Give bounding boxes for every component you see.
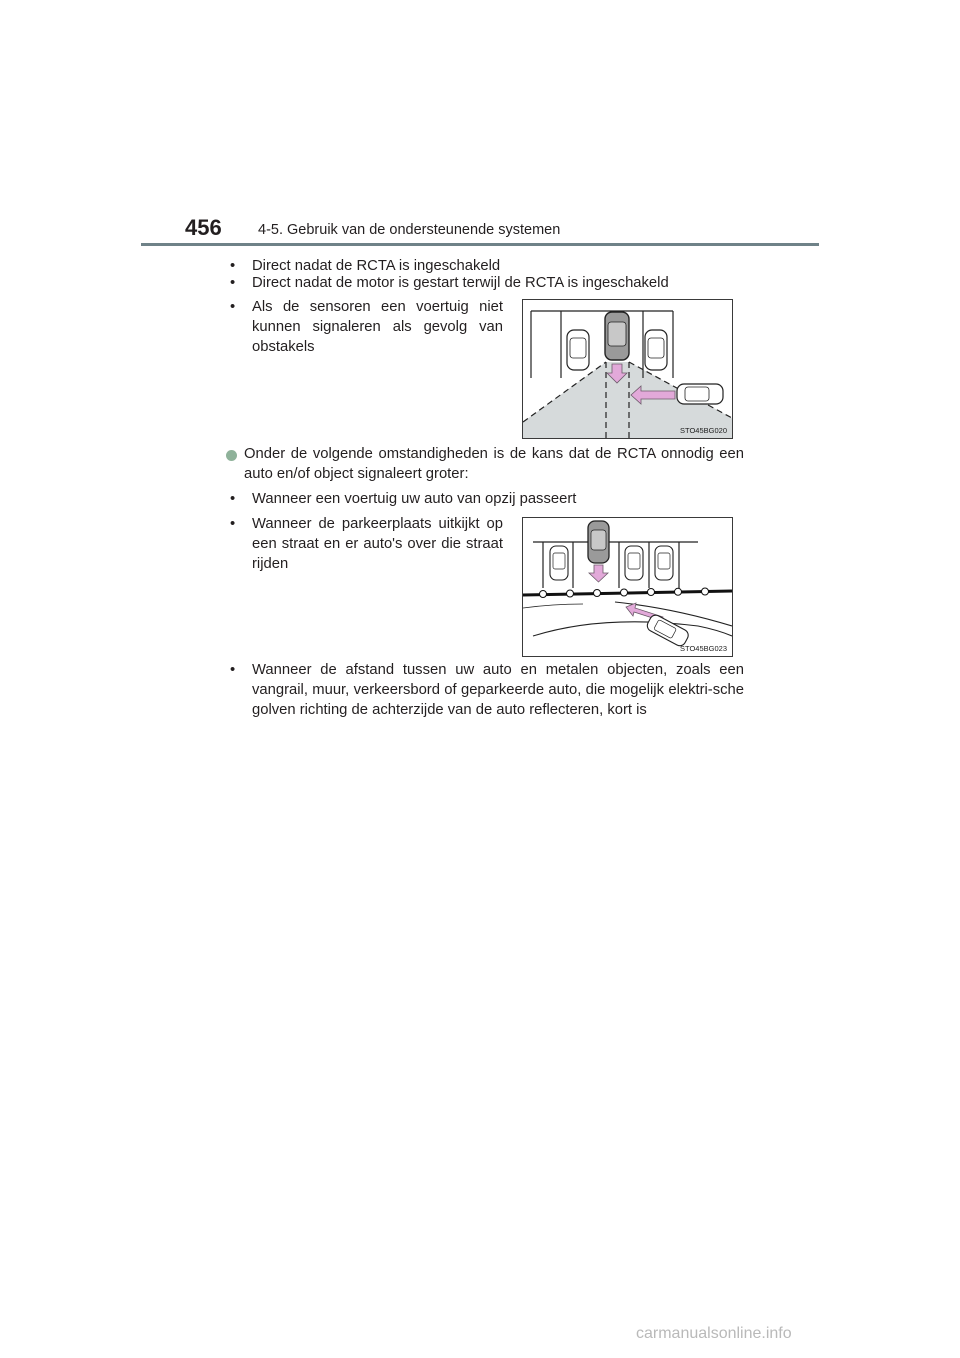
bullet-item bbox=[230, 514, 503, 574]
bullet-text: Direct nadat de motor is gestart terwijl de RCTA is ingeschakeld bbox=[252, 275, 669, 291]
figure-parking-street bbox=[522, 517, 733, 657]
bullet-item bbox=[230, 273, 750, 293]
section-title: 4-5. Gebruik van de ondersteunende systemen bbox=[258, 222, 561, 238]
figure-code: STO45BG023 bbox=[680, 644, 727, 653]
bullet-text: Direct nadat de RCTA is ingeschakeld bbox=[252, 258, 501, 274]
bullet-text: Wanneer een voertuig uw auto van opzij passeert bbox=[252, 491, 577, 507]
figure-code: STO45BG020 bbox=[680, 426, 727, 435]
bullet-item bbox=[230, 489, 750, 509]
bullet-symbol: • bbox=[230, 491, 236, 507]
bullet-symbol: • bbox=[230, 275, 236, 291]
figure-sensor-obstacles bbox=[522, 299, 733, 439]
bullet-symbol: • bbox=[230, 258, 236, 274]
bullet-item bbox=[230, 297, 503, 357]
header-rule bbox=[141, 243, 819, 246]
bullet-item bbox=[230, 660, 744, 720]
main-point: Onder de volgende omstandigheden is de kans dat de RCTA onnodig een auto en/of object signaleert groter: bbox=[244, 446, 744, 482]
watermark: carmanualsonline.info bbox=[636, 1325, 792, 1342]
bullet-symbol: • bbox=[230, 662, 236, 678]
bullet-text: Als de sensoren een voertuig niet kunnen signaleren als gevolg van obstakels bbox=[252, 299, 503, 355]
bullet-symbol: • bbox=[230, 516, 236, 532]
green-bullet-dot bbox=[226, 450, 237, 461]
page-number: 456 bbox=[185, 215, 222, 240]
bullet-text: Wanneer de afstand tussen uw auto en metalen objecten, zoals een vangrail, muur, verkeersbord of geparkeerde auto, die mogelijk elektri-sche golven richting de achterzijde van de auto reflecteren, kort is bbox=[252, 662, 744, 718]
bullet-symbol: • bbox=[230, 299, 236, 315]
bullet-text: Wanneer de parkeerplaats uitkijkt op een straat en er auto's over die straat rijden bbox=[252, 516, 503, 572]
